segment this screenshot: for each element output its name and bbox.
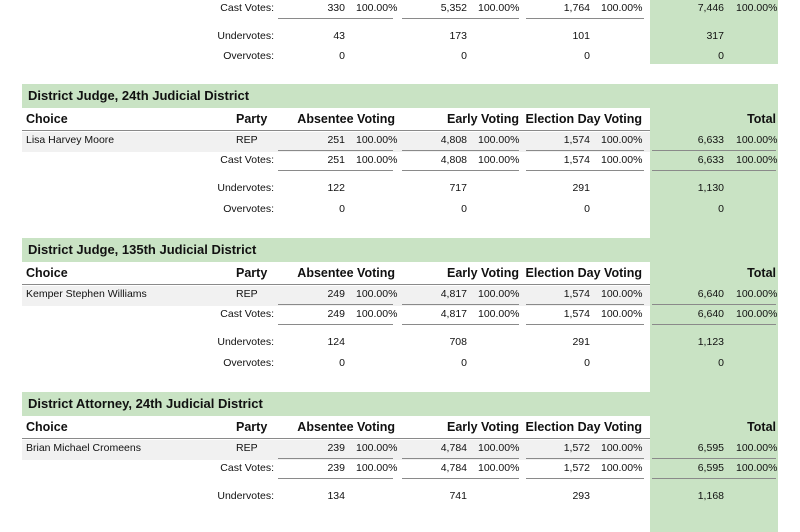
race2-over-total: 0 <box>718 357 724 369</box>
underline <box>652 150 776 151</box>
race2-cast-early: 4,817 <box>440 308 467 320</box>
underline <box>526 150 644 151</box>
underline <box>278 150 393 151</box>
race2-cast-total-pct: 100.00% <box>736 308 778 320</box>
candidate-name: Lisa Harvey Moore <box>26 134 115 146</box>
top-cast-early: 5,352 <box>440 2 467 14</box>
underline <box>652 478 776 479</box>
underline <box>652 324 776 325</box>
race3-candidate-absentee: 239 <box>327 442 345 454</box>
column-header-total: Total <box>747 420 776 434</box>
race2-candidate-election-day: 1,574 <box>563 288 590 300</box>
race1-over-early: 0 <box>461 203 467 215</box>
top-cast-early-pct: 100.00% <box>478 2 520 14</box>
top-cast-total: 7,446 <box>697 2 724 14</box>
race1-candidate-total: 6,633 <box>697 134 724 146</box>
race3-cast-election-day-pct: 100.00% <box>601 462 643 474</box>
underline <box>402 458 519 459</box>
race2-cast-election-day-pct: 100.00% <box>601 308 643 320</box>
race2-cast-label: Cast Votes: <box>220 308 274 320</box>
underline <box>278 18 393 19</box>
race2-candidate-absentee: 249 <box>327 288 345 300</box>
race3-cast-early: 4,784 <box>440 462 467 474</box>
race1-cast-label: Cast Votes: <box>220 154 274 166</box>
race3-candidate-total-pct: 100.00% <box>736 442 778 454</box>
race3-under-absentee: 134 <box>327 490 345 502</box>
column-header-election-day: Election Day Voting <box>525 420 642 434</box>
candidate-party: REP <box>236 288 258 300</box>
column-header-party: Party <box>236 266 268 280</box>
race2-candidate-early-pct: 100.00% <box>478 288 520 300</box>
race2-cast-early-pct: 100.00% <box>478 308 520 320</box>
top-over-election-day: 0 <box>584 50 590 62</box>
race1-over-total: 0 <box>718 203 724 215</box>
top-under-label: Undervotes: <box>217 30 274 42</box>
column-header-choice: Choice <box>26 266 68 280</box>
header-underline <box>22 284 650 285</box>
race1-cast-total-pct: 100.00% <box>736 154 778 166</box>
underline <box>652 304 776 305</box>
column-header-early: Early Voting <box>446 112 519 126</box>
race2-over-early: 0 <box>461 357 467 369</box>
top-cast-absentee: 330 <box>327 2 345 14</box>
top-over-early: 0 <box>461 50 467 62</box>
race1-cast-total: 6,633 <box>697 154 724 166</box>
race1-cast-election-day: 1,574 <box>563 154 590 166</box>
column-header-absentee: Absentee Voting <box>297 420 395 434</box>
race3-cast-absentee: 239 <box>327 462 345 474</box>
total-column-band <box>650 108 778 244</box>
race1-over-label: Overvotes: <box>223 203 274 215</box>
top-over-label: Overvotes: <box>223 50 274 62</box>
race3-candidate-early: 4,784 <box>440 442 467 454</box>
underline <box>526 478 644 479</box>
race2-candidate-total-pct: 100.00% <box>736 288 778 300</box>
race1-over-election-day: 0 <box>584 203 590 215</box>
column-header-election-day: Election Day Voting <box>525 112 642 126</box>
race3-cast-early-pct: 100.00% <box>478 462 520 474</box>
underline <box>402 150 519 151</box>
underline <box>402 478 519 479</box>
underline <box>278 478 393 479</box>
race3-under-label: Undervotes: <box>217 490 274 502</box>
underline <box>278 170 393 171</box>
candidate-name: Kemper Stephen Williams <box>26 288 147 300</box>
race1-candidate-election-day: 1,574 <box>563 134 590 146</box>
race2-candidate-total: 6,640 <box>697 288 724 300</box>
race3-under-election-day: 293 <box>572 490 590 502</box>
total-column-band <box>650 262 778 398</box>
race-title: District Judge, 24th Judicial District <box>28 88 250 103</box>
column-header-early: Early Voting <box>446 266 519 280</box>
race1-over-absentee: 0 <box>339 203 345 215</box>
race2-cast-absentee: 249 <box>327 308 345 320</box>
race3-cast-absentee-pct: 100.00% <box>356 462 398 474</box>
race-title: District Judge, 135th Judicial District <box>28 242 257 257</box>
underline <box>402 170 519 171</box>
candidate-name: Brian Michael Cromeens <box>26 442 141 454</box>
race3-cast-total: 6,595 <box>697 462 724 474</box>
race3-candidate-election-day-pct: 100.00% <box>601 442 643 454</box>
top-under-early: 173 <box>449 30 467 42</box>
race1-under-total: 1,130 <box>697 182 724 194</box>
underline <box>526 170 644 171</box>
race2-over-election-day: 0 <box>584 357 590 369</box>
column-header-election-day: Election Day Voting <box>525 266 642 280</box>
race3-candidate-election-day: 1,572 <box>563 442 590 454</box>
race3-cast-label: Cast Votes: <box>220 462 274 474</box>
header-underline <box>22 130 650 131</box>
race1-candidate-absentee: 251 <box>327 134 345 146</box>
race2-cast-total: 6,640 <box>697 308 724 320</box>
race2-candidate-early: 4,817 <box>440 288 467 300</box>
top-cast-election-day-pct: 100.00% <box>601 2 643 14</box>
underline <box>652 458 776 459</box>
underline <box>526 324 644 325</box>
underline <box>526 458 644 459</box>
race3-cast-total-pct: 100.00% <box>736 462 778 474</box>
top-cast-label: Cast Votes: <box>220 2 274 14</box>
race1-candidate-early: 4,808 <box>440 134 467 146</box>
race1-cast-election-day-pct: 100.00% <box>601 154 643 166</box>
header-underline <box>22 438 650 439</box>
column-header-total: Total <box>747 266 776 280</box>
race2-cast-election-day: 1,574 <box>563 308 590 320</box>
race1-under-absentee: 122 <box>327 182 345 194</box>
top-over-absentee: 0 <box>339 50 345 62</box>
top-under-absentee: 43 <box>333 30 345 42</box>
race3-candidate-early-pct: 100.00% <box>478 442 520 454</box>
race2-under-election-day: 291 <box>572 336 590 348</box>
race2-over-label: Overvotes: <box>223 357 274 369</box>
underline <box>652 170 776 171</box>
candidate-party: REP <box>236 134 258 146</box>
race3-candidate-total: 6,595 <box>697 442 724 454</box>
race3-candidate-absentee-pct: 100.00% <box>356 442 398 454</box>
underline <box>526 304 644 305</box>
top-cast-election-day: 1,764 <box>563 2 590 14</box>
race3-cast-election-day: 1,572 <box>563 462 590 474</box>
race-title: District Attorney, 24th Judicial District <box>28 396 263 411</box>
race2-candidate-election-day-pct: 100.00% <box>601 288 643 300</box>
race1-candidate-early-pct: 100.00% <box>478 134 520 146</box>
race1-under-label: Undervotes: <box>217 182 274 194</box>
race2-over-absentee: 0 <box>339 357 345 369</box>
race2-under-early: 708 <box>449 336 467 348</box>
underline <box>402 324 519 325</box>
top-under-total: 317 <box>706 30 724 42</box>
race1-under-early: 717 <box>449 182 467 194</box>
column-header-early: Early Voting <box>446 420 519 434</box>
underline <box>278 458 393 459</box>
race1-under-election-day: 291 <box>572 182 590 194</box>
race2-candidate-absentee-pct: 100.00% <box>356 288 398 300</box>
column-header-choice: Choice <box>26 420 68 434</box>
race3-under-total: 1,168 <box>697 490 724 502</box>
top-cast-total-pct: 100.00% <box>736 2 778 14</box>
column-header-choice: Choice <box>26 112 68 126</box>
race1-cast-absentee: 251 <box>327 154 345 166</box>
race2-under-label: Undervotes: <box>217 336 274 348</box>
underline <box>278 304 393 305</box>
race1-cast-early-pct: 100.00% <box>478 154 520 166</box>
race1-candidate-total-pct: 100.00% <box>736 134 778 146</box>
column-header-absentee: Absentee Voting <box>297 266 395 280</box>
race1-candidate-election-day-pct: 100.00% <box>601 134 643 146</box>
top-cast-absentee-pct: 100.00% <box>356 2 398 14</box>
race1-cast-absentee-pct: 100.00% <box>356 154 398 166</box>
underline <box>278 324 393 325</box>
race2-under-absentee: 124 <box>327 336 345 348</box>
column-header-party: Party <box>236 112 268 126</box>
column-header-absentee: Absentee Voting <box>297 112 395 126</box>
underline <box>526 18 644 19</box>
top-over-total: 0 <box>718 50 724 62</box>
race1-candidate-absentee-pct: 100.00% <box>356 134 398 146</box>
candidate-party: REP <box>236 442 258 454</box>
underline <box>402 18 519 19</box>
race2-under-total: 1,123 <box>697 336 724 348</box>
column-header-total: Total <box>747 112 776 126</box>
underline <box>402 304 519 305</box>
race3-under-early: 741 <box>449 490 467 502</box>
top-under-election-day: 101 <box>572 30 590 42</box>
race2-cast-absentee-pct: 100.00% <box>356 308 398 320</box>
column-header-party: Party <box>236 420 268 434</box>
race1-cast-early: 4,808 <box>440 154 467 166</box>
